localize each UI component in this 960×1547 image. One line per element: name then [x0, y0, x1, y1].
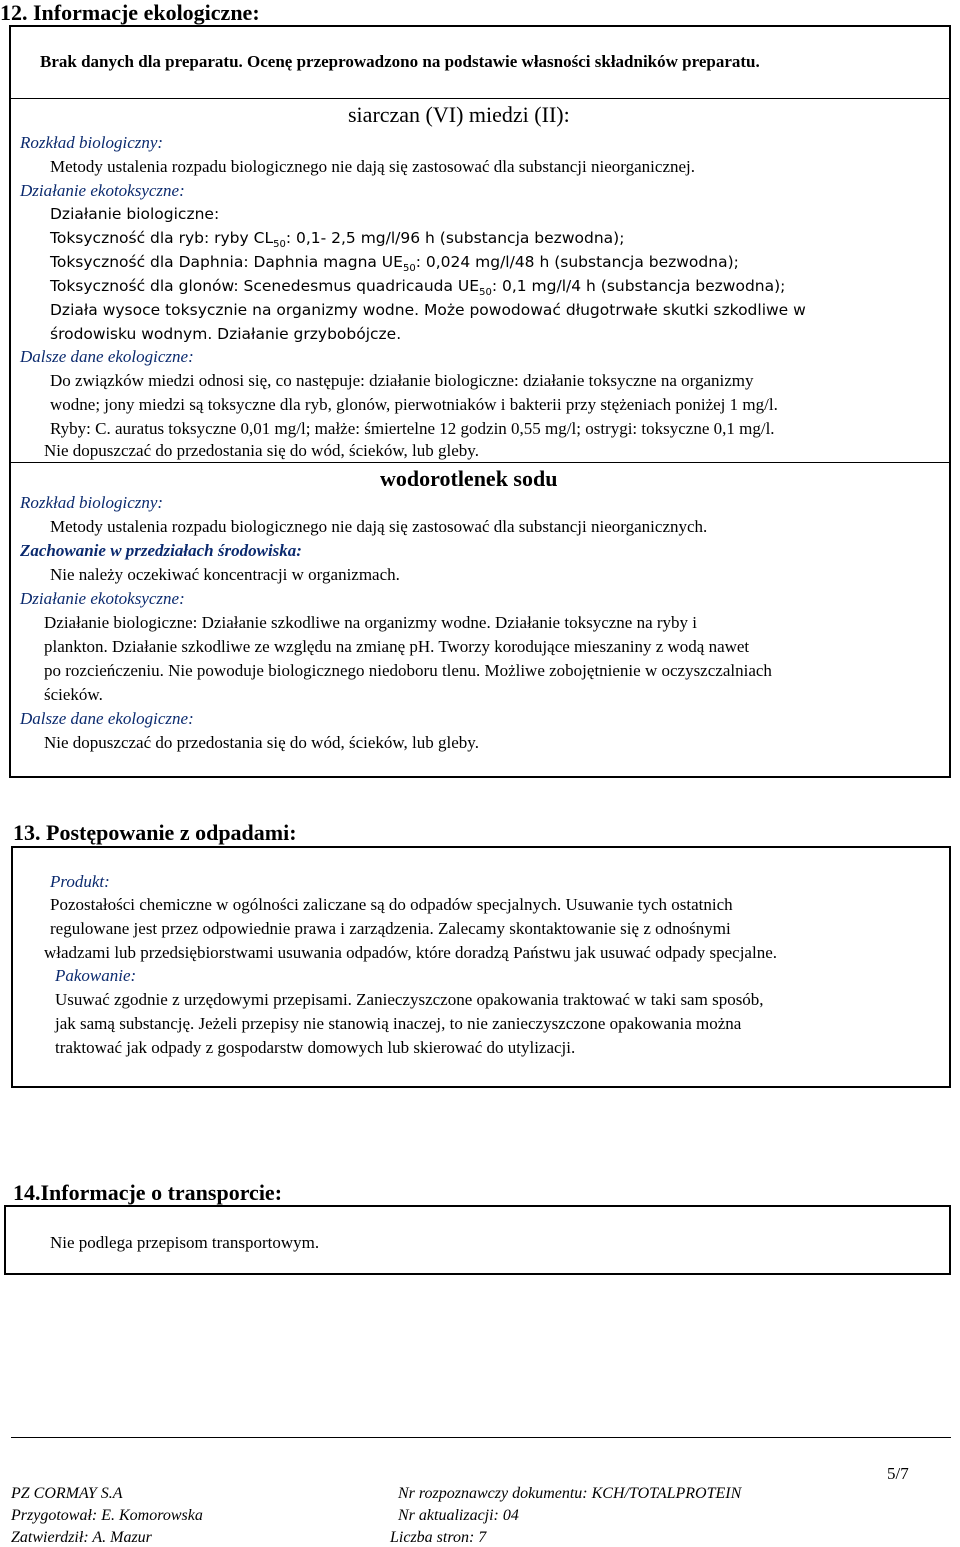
further-line-2: wodne; jony miedzi są toksyczne dla ryb, glonów, pierwotniaków i bakterii przy stężeniach poniżej 1 mg/l.	[50, 395, 778, 414]
aquatic-effects-line-2: środowisku wodnym. Działanie grzybobójcze.	[50, 325, 402, 343]
daphnia-toxicity: Toksyczność dla Daphnia: Daphnia magna $UE_{50}$: 0,024 mg/l/48 h (substancja bezwodna);	[50, 253, 739, 275]
aquatic-effects-line-1: Działa wysoce toksycznie na organizmy wodne. Może powodować długotrwałe skutki szkodliwe w	[50, 301, 806, 319]
further-line-1: Do związków miedzi odnosi się, co następuje: działanie biologiczne: działanie toksyczne na organizmy	[50, 371, 754, 390]
biodegradation-text: Metody ustalenia rozpadu biologicznego nie dają się zastosować dla substancji nieorganicznej.	[50, 157, 696, 176]
footer-divider	[11, 1437, 951, 1438]
footer-approved: Zatwierdził: A. Mazur	[11, 1529, 152, 1546]
footer-company: PZ CORMAY S.A	[11, 1485, 123, 1502]
product-line-2: regulowane jest przez odpowiednie prawa i zarządzenia. Zalecamy skontaktowanie się z odnośnymi	[50, 919, 731, 938]
section-12-intro: Brak danych dla preparatu. Ocenę przeprowadzono na podstawie własności składników preparatu.	[40, 52, 760, 71]
footer-pages: Liczba stron: 7	[390, 1529, 487, 1546]
packaging-line-3: traktować jak odpady z gospodarstw domowych lub skierować do utylizacji.	[55, 1038, 576, 1057]
page-number: 5/7	[887, 1464, 909, 1483]
ecotox-line-1: Działanie biologiczne: Działanie szkodliwe na organizmy wodne. Działanie toksyczne na ryby i	[44, 613, 698, 632]
packaging-line-1: Usuwać zgodnie z urzędowymi przepisami. Zanieczyszczone opakowania traktować w taki sam sposób,	[55, 990, 764, 1009]
product-line-1: Pozostałości chemiczne w ogólności zaliczane są do odpadów specjalnych. Usuwanie tych ostatnich	[50, 895, 733, 914]
ecotox-line-3: po rozcieńczeniu. Nie powoduje biologicznego niedoboru tlenu. Możliwe zobojętnienie w oczyszczalniach	[44, 661, 772, 680]
divider	[11, 98, 949, 99]
substance-1-title: siarczan (VI) miedzi (II):	[348, 102, 570, 127]
section-13-heading: 13. Postępowanie z odpadami:	[13, 820, 297, 845]
ecotox-line-4: ścieków.	[44, 685, 103, 704]
behaviour-text: Nie należy oczekiwać koncentracji w organizmach.	[50, 565, 400, 584]
packaging-line-2: jak samą substancję. Jeżeli przepisy nie stanowią inaczej, to nie zanieczyszczone opakowania można	[55, 1014, 742, 1033]
biodegradation-text-2: Metody ustalenia rozpadu biologicznego nie dają się zastosować dla substancji nieorganicznych.	[50, 517, 708, 536]
fish-toxicity: Toksyczność dla ryb: ryby $CL_{50}$: 0,1- 2,5 mg/l/96 h (substancja bezwodna);	[50, 229, 625, 251]
label-behaviour: Zachowanie w przedziałach środowiska:	[20, 541, 302, 560]
algae-toxicity: Toksyczność dla glonów: Scenedesmus quadricauda $UE_{50}$: 0,1 mg/l/4 h (substancja bezwodna);	[50, 277, 786, 299]
label-ecotoxicity-2: Działanie ekotoksyczne:	[20, 589, 185, 608]
footer-prepared: Przygotował: E. Komorowska	[11, 1507, 203, 1524]
further-line-3: Ryby: C. auratus toksyczne 0,01 mg/l; małże: śmiertelne 12 godzin 0,55 mg/l; ostrygi: toksyczne 0,1 mg/l.	[50, 419, 775, 438]
further-text-2: Nie dopuszczać do przedostania się do wód, ścieków, lub gleby.	[44, 733, 479, 752]
label-further-ecological-2: Dalsze dane ekologiczne:	[20, 709, 194, 728]
footer-doc-id: Nr rozpoznawczy dokumentu: KCH/TOTALPROTEIN	[398, 1485, 742, 1502]
label-biodegradation-2: Rozkład biologiczny:	[20, 493, 164, 512]
label-further-ecological: Dalsze dane ekologiczne:	[20, 347, 194, 366]
section-14-heading: 14.Informacje o transporcie:	[13, 1180, 283, 1205]
section-12-heading: 12. Informacje ekologiczne:	[0, 0, 260, 25]
divider	[11, 462, 949, 463]
biological-action-label: Działanie biologiczne:	[50, 205, 220, 223]
label-packaging: Pakowanie:	[55, 966, 137, 985]
ecotox-line-2: plankton. Działanie szkodliwe ze względu na zmianę pH. Tworzy korodujące mieszaniny z wodą nawet	[44, 637, 750, 656]
label-ecotoxicity: Działanie ekotoksyczne:	[20, 181, 185, 200]
substance-2-title: wodorotlenek sodu	[380, 466, 558, 491]
transport-text: Nie podlega przepisom transportowym.	[50, 1233, 320, 1252]
product-line-3: władzami lub przedsiębiorstwami usuwania odpadów, które doradzą Państwu jak usuwać odpady specjalne.	[44, 943, 777, 962]
further-line-4: Nie dopuszczać do przedostania się do wód, ścieków, lub gleby.	[44, 441, 479, 460]
label-biodegradation: Rozkład biologiczny:	[20, 133, 164, 152]
label-product: Produkt:	[50, 872, 110, 891]
footer-update: Nr aktualizacji: 04	[398, 1507, 519, 1524]
